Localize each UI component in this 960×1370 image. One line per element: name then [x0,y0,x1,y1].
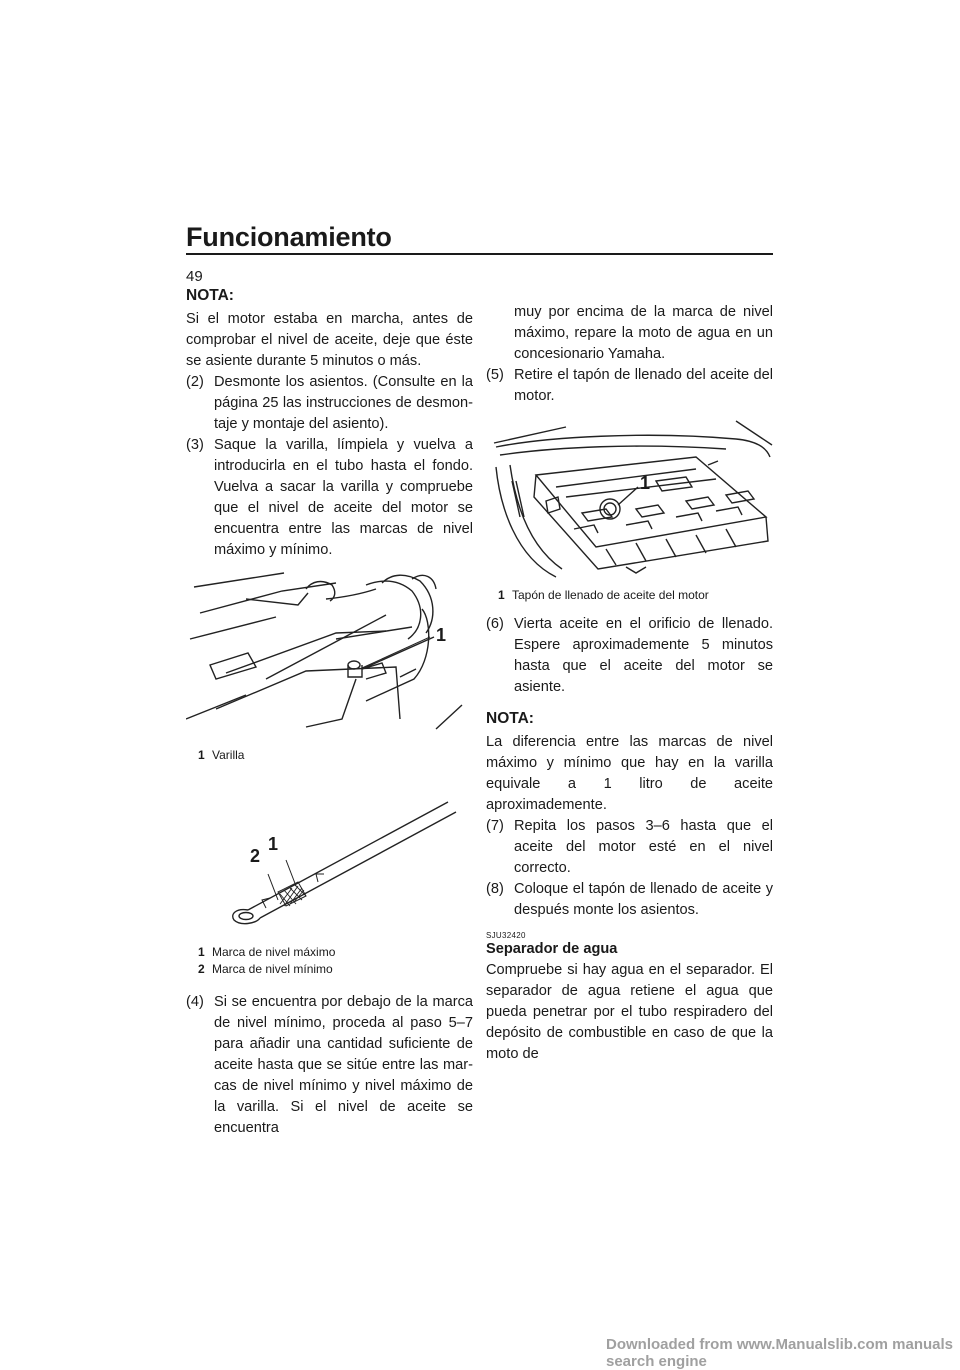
caption-text: Marca de nivel mínimo [212,962,333,976]
step-number: (5) [486,367,504,383]
caption-text: Marca de nivel máximo [212,945,336,959]
figure-caption [186,747,473,764]
step-number: (8) [486,881,504,897]
step-number: (2) [186,374,204,390]
note-text: Si el motor estaba en marcha, antes de comprobar el nivel de aceite, deje que éste se asiente durante 5 minutos o más. [186,311,473,369]
page-title: Funcionamiento [186,222,392,252]
footer-site-link[interactable]: Downloaded from www.Manualslib.com manuals search engine [606,1336,953,1370]
figure-dipstick-marks [186,782,473,978]
section-title: Separador de agua [486,941,618,957]
step-text: Retire el tapón de llenado del aceite del motor. [514,367,773,404]
step-number: (4) [186,994,204,1010]
section-text: Compruebe si hay agua en el separador. El separador de agua retiene el agua que pueda penetrar por el tubo respiradero del depósito de combustible en caso de que la moto de [486,962,773,1062]
step-8 [486,879,773,921]
figure-callout-1: 1 [640,473,651,493]
caption-number: 1 [498,588,505,602]
figure-callout-1: 1 [436,625,447,645]
step-number: (6) [486,616,504,632]
step-2 [186,372,473,435]
step-text: Si se encuentra por debajo de la marca de nivel mínimo, proceda al paso 5–7 para añadir una cantidad suficiente de aceite hasta que se sitúe entre las marcas de nivel mínimo y nivel máximo de la varilla. Si el nivel de aceite se encuentra [214,994,473,1136]
note-heading: NOTA: [486,710,534,727]
caption-number: 2 [198,962,205,976]
figure-caption [186,944,473,978]
caption-text: Varilla [212,748,245,762]
caption-number: 1 [198,945,205,959]
note-heading: NOTA: [186,287,234,304]
step-4 [186,992,473,1139]
step-number: (3) [186,437,204,453]
dipstick-location-illustration [186,569,476,745]
step-text: Vierta aceite en el orificio de llenado. Espere aproximademente 5 minutos hasta que el aceite del motor se asiente. [514,616,773,695]
figure-oil-filler-cap [486,417,773,604]
figure-caption [486,587,773,604]
figure-callout-2: 2 [250,846,261,866]
right-column [486,302,773,1065]
step-text: Coloque el tapón de llenado de aceite y después monte los asientos. [514,881,773,918]
step-6 [486,614,773,698]
figure-dipstick-location [186,569,473,764]
dipstick-marks-illustration [186,782,476,930]
step-text: Repita los pasos 3–6 hasta que el aceite del motor esté en el nivel correcto. [514,818,773,876]
step-text: Saque la varilla, límpiela y vuelva a introducirla en el tubo hasta el fondo. Vuelva a sacar la varilla y compruebe que el nivel de aceite del motor se encuentra entre las marcas de nivel máximo y mínimo. [214,437,473,558]
note-text: La diferencia entre las marcas de nivel máximo y mínimo que hay en la varilla equivale a 1 litro de aceite aproximademente. [486,734,773,813]
step-7 [486,816,773,879]
step-text: Desmonte los asientos. (Consulte en la página 25 las instrucciones de desmontaje y montaje del asiento). [214,374,473,432]
section-code: SJU32420 [486,931,526,940]
figure-callout-1: 1 [268,834,279,854]
caption-number: 1 [198,748,205,762]
step-4-continued: muy por encima de la marca de nivel máximo, repare la moto de agua en un concesionario Yamaha. [514,304,773,362]
step-5 [486,365,773,407]
caption-text: Tapón de llenado de aceite del motor [512,588,709,602]
oil-filler-cap-illustration [486,417,776,581]
page-number: 49 [186,268,203,285]
step-number: (7) [486,818,504,834]
header-divider [186,253,773,255]
left-column [186,285,473,1139]
step-3 [186,435,473,561]
